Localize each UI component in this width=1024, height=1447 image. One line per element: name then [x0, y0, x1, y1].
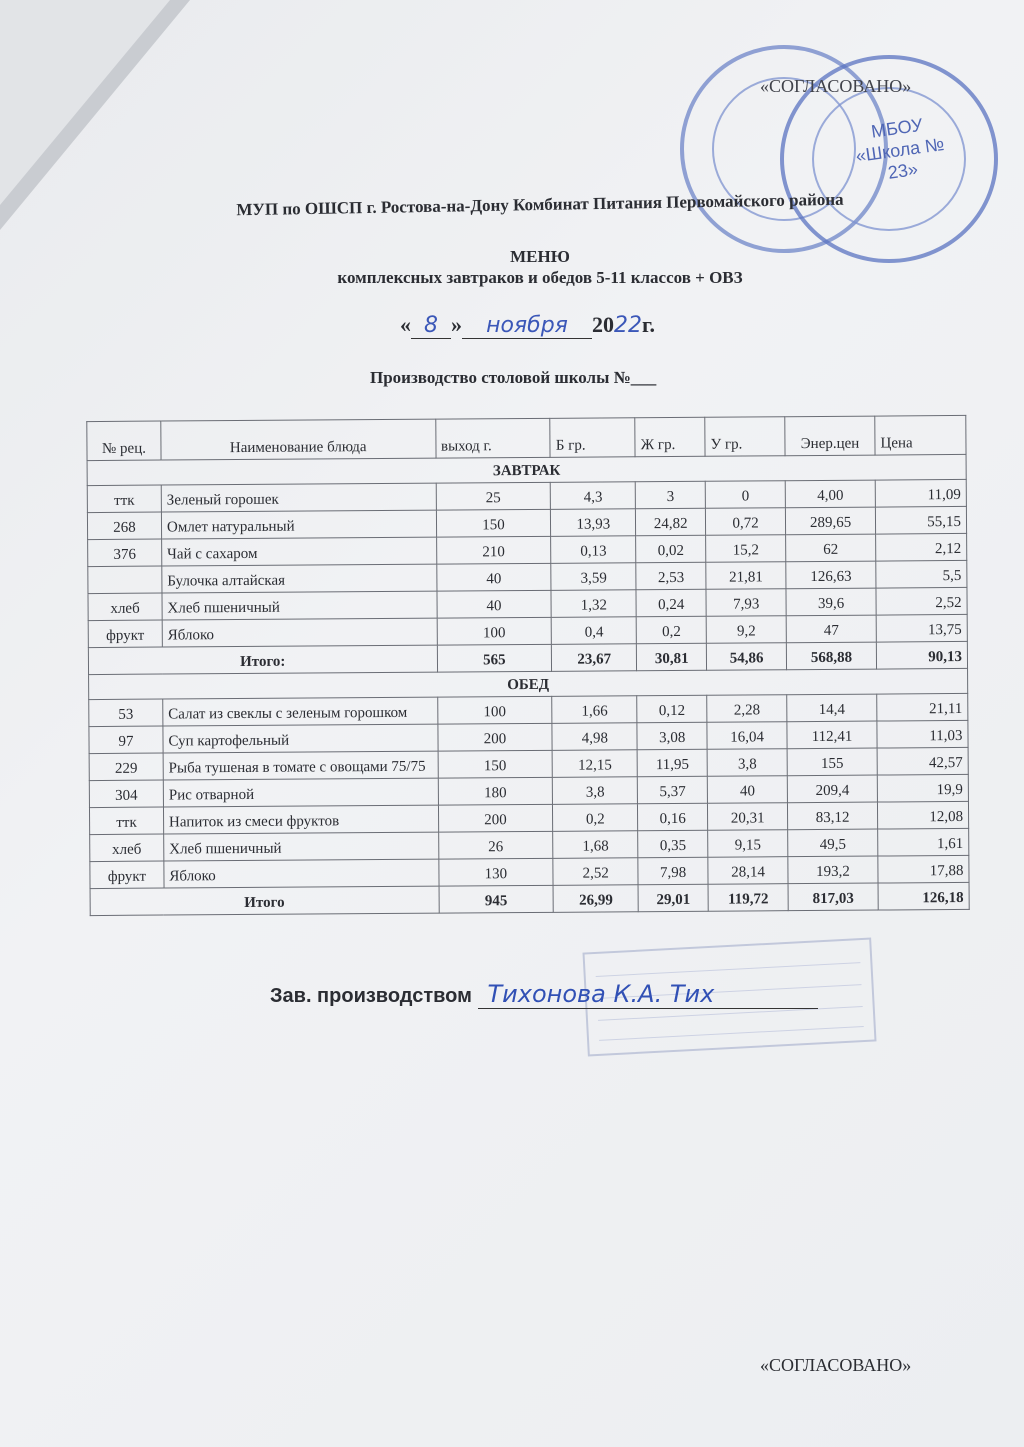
table-cell: 210 — [436, 536, 551, 564]
column-header: Цена — [875, 415, 966, 455]
table-cell: 24,82 — [636, 508, 706, 535]
folded-page-corner-inner — [0, 0, 170, 205]
table-cell — [88, 566, 162, 594]
table-cell: 3,59 — [551, 563, 636, 591]
table-cell: 2,53 — [636, 562, 706, 589]
table-cell: 3,8 — [553, 777, 638, 805]
dish-name-cell: Напиток из смеси фруктов — [163, 805, 438, 834]
table-cell: 0,12 — [637, 695, 707, 722]
table-cell: 12,08 — [877, 801, 968, 829]
table-cell: 200 — [438, 804, 553, 832]
table-cell: 200 — [437, 723, 552, 751]
table-cell: 13,75 — [876, 614, 967, 642]
table-cell: 0,13 — [551, 536, 636, 564]
total-cell: 29,01 — [638, 884, 708, 911]
table-cell: 268 — [87, 512, 161, 540]
dish-name-cell: Хлеб пшеничный — [162, 591, 437, 620]
table-cell: 150 — [438, 750, 553, 778]
total-label: Итого: — [88, 645, 437, 674]
date-open-quote: « — [400, 312, 411, 337]
table-cell: хлеб — [90, 834, 164, 862]
table-cell: 40 — [436, 563, 551, 591]
table-cell: 1,68 — [553, 831, 638, 859]
table-cell: фрукт — [88, 620, 162, 648]
table-cell: 4,98 — [552, 723, 637, 751]
table-cell: 0,2 — [553, 804, 638, 832]
table-cell: 53 — [89, 699, 163, 727]
table-cell: 0,24 — [636, 589, 706, 616]
total-cell: 23,67 — [552, 644, 637, 672]
table-cell: 4,3 — [551, 482, 636, 510]
dish-name-cell: Рис отварной — [163, 778, 438, 807]
stamp-school-text: МБОУ «Школа № 23» — [854, 114, 946, 183]
table-cell: 16,04 — [707, 722, 787, 750]
total-cell: 30,81 — [637, 643, 707, 670]
table-cell: 7,93 — [706, 589, 786, 617]
agreed-label-top: «СОГЛАСОВАНО» — [760, 76, 912, 96]
column-header: Энер.цен — [785, 416, 875, 456]
table-cell: 0 — [705, 481, 785, 509]
total-cell: 26,99 — [553, 885, 638, 913]
total-cell: 90,13 — [876, 641, 967, 669]
total-cell: 54,86 — [707, 643, 787, 671]
total-cell: 126,18 — [878, 882, 969, 910]
total-row — [90, 882, 969, 915]
column-header: У гр. — [705, 417, 785, 457]
menu-table — [86, 415, 969, 916]
date-year-suffix: 22 — [614, 313, 642, 338]
menu-heading — [290, 246, 790, 289]
table-cell: 40 — [707, 776, 787, 804]
table-cell: 112,41 — [787, 721, 877, 749]
table-cell: 21,11 — [877, 693, 968, 721]
total-cell: 817,03 — [788, 883, 878, 911]
table-cell: 25 — [436, 482, 551, 510]
table-cell: 7,98 — [638, 857, 708, 884]
section-lunch: ОБЕД — [89, 668, 968, 699]
menu-date — [400, 312, 655, 339]
table-cell: 11,09 — [875, 479, 966, 507]
table-cell: 3,08 — [637, 722, 707, 749]
menu-title: МЕНЮ — [510, 247, 570, 266]
signature-line — [270, 980, 818, 1009]
table-cell: 180 — [438, 777, 553, 805]
table-cell: 9,2 — [706, 616, 786, 644]
table-cell: 97 — [89, 726, 163, 754]
table-cell: 3,8 — [707, 749, 787, 777]
agreed-label-bottom: «СОГЛАСОВАНО» — [760, 1355, 912, 1375]
dish-name-cell: Зеленый горошек — [161, 483, 436, 512]
table-cell: 0,2 — [636, 616, 706, 643]
table-cell: 1,66 — [552, 696, 637, 724]
dish-name-cell: Яблоко — [164, 859, 439, 888]
total-cell: 565 — [437, 644, 552, 672]
table-cell: 289,65 — [785, 507, 875, 535]
column-header: Б гр. — [550, 418, 635, 458]
table-cell: 9,15 — [708, 830, 788, 858]
column-header: выход г. — [435, 418, 550, 458]
dish-name-cell: Яблоко — [162, 618, 437, 647]
dish-name-cell: Чай с сахаром — [162, 537, 437, 566]
table-cell: 0,4 — [552, 617, 637, 645]
table-cell: 100 — [437, 617, 552, 645]
table-cell: 47 — [786, 615, 876, 643]
dish-name-cell: Салат из свеклы с зеленым горошком — [163, 697, 438, 726]
table-cell: 11,03 — [877, 720, 968, 748]
table-cell: 1,61 — [878, 828, 969, 856]
table-cell: 5,5 — [876, 560, 967, 588]
table-cell: 0,02 — [636, 535, 706, 562]
table-cell: 28,14 — [708, 857, 788, 885]
table-cell: 17,88 — [878, 855, 969, 883]
table-cell: 2,28 — [707, 695, 787, 723]
table-cell: 15,2 — [706, 535, 786, 563]
date-year-prefix: 20 — [592, 312, 614, 337]
table-cell: 155 — [787, 748, 877, 776]
dish-name-cell: Суп картофельный — [163, 724, 438, 753]
table-cell: 26 — [438, 831, 553, 859]
table-cell: 193,2 — [788, 856, 878, 884]
menu-subtitle: комплексных завтраков и обедов 5-11 классов + ОВЗ — [337, 268, 743, 288]
table-cell: 2,12 — [876, 533, 967, 561]
table-cell: 21,81 — [706, 562, 786, 590]
total-label: Итого — [90, 886, 439, 915]
dish-name-cell: Булочка алтайская — [162, 564, 437, 593]
signature-label: Зав. производством — [270, 985, 472, 1007]
table-cell: 130 — [438, 858, 553, 886]
section-breakfast: ЗАВТРАК — [87, 454, 966, 485]
table-cell: 62 — [786, 534, 876, 562]
total-cell: 119,72 — [708, 884, 788, 912]
total-cell: 568,88 — [786, 642, 876, 670]
handwritten-signature: Тихонова К.А. Тих — [478, 980, 818, 1009]
table-cell: 83,12 — [788, 802, 878, 830]
table-cell: 150 — [436, 509, 551, 537]
dish-name-cell: Омлет натуральный — [161, 510, 436, 539]
dish-name-cell: Хлеб пшеничный — [164, 832, 439, 861]
table-header-row — [87, 415, 966, 460]
table-cell: 12,15 — [552, 750, 637, 778]
table-cell: 4,00 — [785, 480, 875, 508]
table-cell: 3 — [635, 481, 705, 508]
column-header: Ж гр. — [635, 417, 705, 456]
table-cell: фрукт — [90, 861, 164, 889]
table-cell: 40 — [436, 590, 551, 618]
table-cell: 20,31 — [708, 803, 788, 831]
table-cell: 55,15 — [875, 506, 966, 534]
table-cell: 229 — [89, 753, 163, 781]
table-cell: 2,52 — [553, 858, 638, 886]
date-month: ноября — [462, 313, 592, 339]
column-header: Наименование блюда — [161, 419, 436, 460]
table-cell: 0,72 — [706, 508, 786, 536]
date-close-quote: » — [451, 312, 462, 337]
table-cell: 0,35 — [638, 830, 708, 857]
table-cell: 11,95 — [637, 749, 707, 776]
column-header: № рец. — [87, 421, 161, 461]
total-cell: 945 — [439, 885, 554, 913]
table-cell: ттк — [89, 807, 163, 835]
production-line: Производство столовой школы №___ — [370, 368, 657, 387]
table-cell: 13,93 — [551, 509, 636, 537]
table-cell: 209,4 — [787, 775, 877, 803]
table-cell: 2,52 — [876, 587, 967, 615]
table-cell: 304 — [89, 780, 163, 808]
table-cell: хлеб — [88, 593, 162, 621]
table-cell: 19,9 — [877, 774, 968, 802]
table-cell: 1,32 — [551, 590, 636, 618]
table-cell: ттк — [87, 485, 161, 513]
table-cell: 100 — [437, 696, 552, 724]
table-cell: 42,57 — [877, 747, 968, 775]
table-cell: 5,37 — [638, 776, 708, 803]
date-year-end: г. — [642, 312, 656, 337]
table-cell: 0,16 — [638, 803, 708, 830]
table-cell: 126,63 — [786, 561, 876, 589]
table-cell: 376 — [88, 539, 162, 567]
organization-title: МУП по ОШСП г. Ростова-на-Дону Комбинат Питания Первомайского района — [236, 189, 844, 220]
table-cell: 14,4 — [787, 694, 877, 722]
table-cell: 39,6 — [786, 588, 876, 616]
date-day: 8 — [411, 313, 451, 339]
dish-name-cell: Рыба тушеная в томате с овощами 75/75 — [163, 751, 438, 780]
table-cell: 49,5 — [788, 829, 878, 857]
